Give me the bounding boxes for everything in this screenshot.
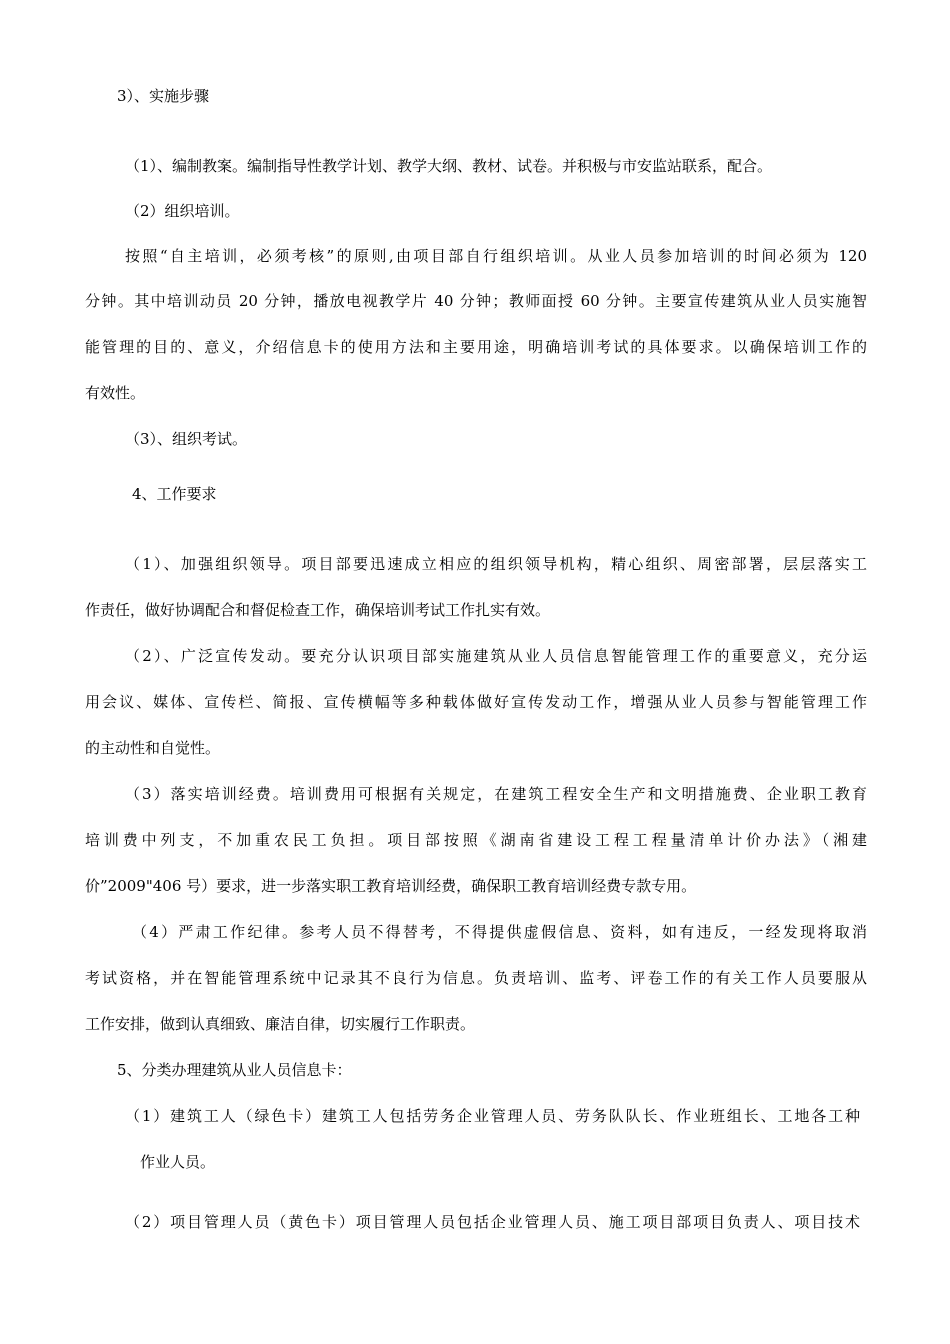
paragraph-line: （4）严肃工作纪律。参考人员不得替考，不得提供虚假信息、资料，如有违反，一经发现将取消	[132, 923, 867, 941]
paragraph-line: 的主动性和自觉性。	[85, 739, 221, 757]
paragraph-line: 能管理的目的、意义，介绍信息卡的使用方法和主要用途，明确培训考试的具体要求。以确保培训工作的	[85, 338, 867, 356]
paragraph-line: （1）、编制教案。编制指导性教学计划、教学大纲、教材、试卷。并积极与市安监站联系，配合。	[125, 157, 773, 175]
paragraph-line: 工作安排，做到认真细致、廉洁自律，切实履行工作职责。	[85, 1015, 476, 1033]
paragraph-line: （3）落实培训经费。培训费用可根据有关规定，在建筑工程安全生产和文明措施费、企业职工教育	[125, 785, 867, 803]
paragraph-line: 培训费中列支，不加重农民工负担。项目部按照《湖南省建设工程工程量清单计价办法》（湘建	[85, 831, 867, 849]
paragraph-line: 有效性。	[85, 384, 146, 402]
paragraph-line: 考试资格，并在智能管理系统中记录其不良行为信息。负责培训、监考、评卷工作的有关工作人员要服从	[85, 969, 867, 987]
paragraph-line: 作业人员。	[140, 1153, 216, 1171]
paragraph-line: 按照“自主培训，必须考核”的原则,由项目部自行组织培训。从业人员参加培训的时间必须为 120	[125, 247, 867, 265]
paragraph-line: 用会议、媒体、宣传栏、简报、宣传横幅等多种载体做好宣传发动工作，增强从业人员参与智能管理工作	[85, 693, 867, 711]
paragraph-line: （1）建筑工人（绿色卡）建筑工人包括劳务企业管理人员、劳务队队长、作业班组长、工地各工种	[125, 1107, 860, 1125]
paragraph-line: 分钟。其中培训动员 20 分钟，播放电视教学片 40 分钟；教师面授 60 分钟。主要宣传建筑从业人员实施智	[85, 292, 867, 310]
heading-info-card-categories: 5、分类办理建筑从业人员信息卡：	[117, 1061, 352, 1079]
paragraph-line: （1）、加强组织领导。项目部要迅速成立相应的组织领导机构，精心组织、周密部署，层层落实工	[125, 555, 867, 573]
heading-work-requirements: 4、工作要求	[132, 485, 217, 503]
paragraph-line: （2）项目管理人员（黄色卡）项目管理人员包括企业管理人员、施工项目部项目负责人、项目技术	[125, 1213, 860, 1231]
paragraph-line: （2）组织培训。	[125, 202, 240, 220]
paragraph-line: 作责任，做好协调配合和督促检查工作，确保培训考试工作扎实有效。	[85, 601, 551, 619]
paragraph-line: 价”2009"406 号）要求，进一步落实职工教育培训经费，确保职工教育培训经费专款专用。	[85, 877, 697, 895]
heading-implementation-steps: 3）、实施步骤	[117, 87, 210, 105]
paragraph-line: （2）、广泛宣传发动。要充分认识项目部实施建筑从业人员信息智能管理工作的重要意义，充分运	[125, 647, 867, 665]
paragraph-line: （3）、组织考试。	[125, 430, 248, 448]
